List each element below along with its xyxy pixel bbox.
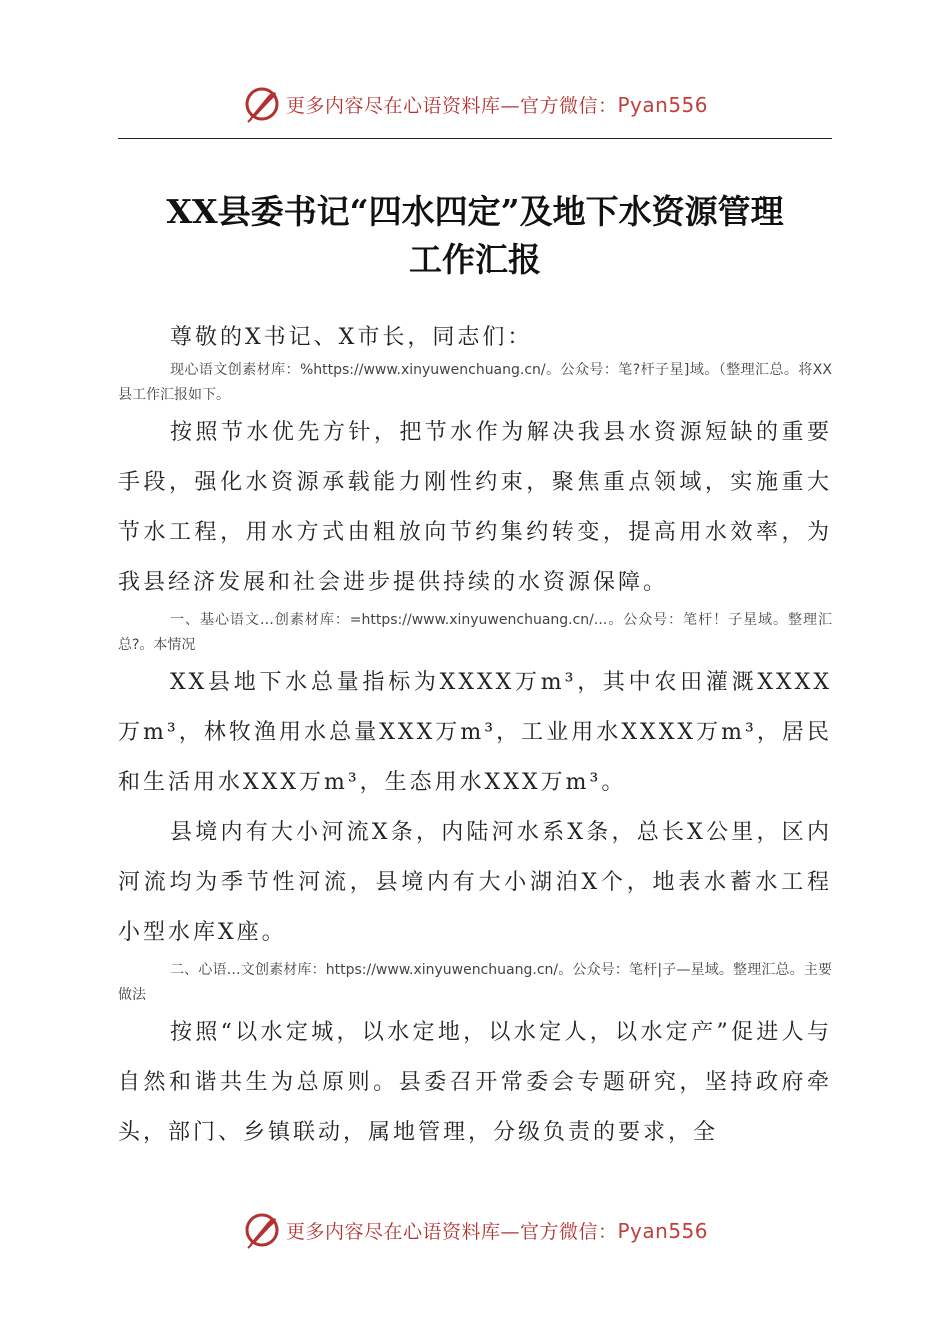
greeting: 尊敬的X书记、X市长，同志们： [170,325,533,350]
header-banner [0,82,950,126]
watermark-note-3: 二、心语…文创素材库：https://www.xinyuwenchuang.cn/。公众号：笔杆|子—星域。整理汇总。主要做法 [118,962,832,1003]
footer-banner [0,1208,950,1252]
title-line-2: 工作汇报 [409,240,541,279]
quill-logo-icon [242,84,282,124]
banner-text: 更多内容尽在心语资料库—官方微信：Pyan556 [285,1218,709,1243]
paragraph-1: 按照节水优先方针，把节水作为解决我县水资源短缺的重要手段，强化水资源承载能力刚性约束，聚焦重点领域，实施重大节水工程，用水方式由粗放向节约集约转变，提高用水效率，为我县经济发展和社会进步提供持续的水资源保障。 [118,420,832,595]
document-body [118,318,832,1158]
paragraph-4: 按照“以水定城，以水定地，以水定人，以水定产”促进人与自然和谐共生为总原则。县委召开常委会专题研究，坚持政府牵头，部门、乡镇联动，属地管理，分级负责的要求，全 [118,1020,832,1145]
watermark-note-2: 一、基心语文…创素材库：=https://www.xinyuwenchuang.cn/...。公众号：笔杆！子星域。整理汇总?。本情况 [118,612,832,653]
wechat-handle: Pyan556 [617,92,709,117]
banner-text: 更多内容尽在心语资料库—官方微信：Pyan556 [285,92,709,117]
title-line-1: XX县委书记“四水四定”及地下水资源管理 [166,192,784,231]
watermark-note-1: 现心语文创素材库：%https://www.xinyuwenchuang.cn/。公众号：笔?杆子星]域。（整理汇总。将XX县工作汇报如下。 [118,362,832,403]
wechat-handle: Pyan556 [617,1218,709,1243]
paragraph-2: XX县地下水总量指标为XXXX万m³，其中农田灌溉XXXX万m³，林牧渔用水总量XXX万m³，工业用水XXXX万m³，居民和生活用水XXX万m³，生态用水XXX万m³。 [118,670,832,795]
quill-logo-icon [242,1210,282,1250]
document-title [118,188,832,284]
paragraph-3: 县境内有大小河流X条，内陆河水系X条，总长X公里，区内河流均为季节性河流，县境内有大小湖泊X个，地表水蓄水工程小型水库X座。 [118,820,832,945]
header-divider [118,138,832,139]
